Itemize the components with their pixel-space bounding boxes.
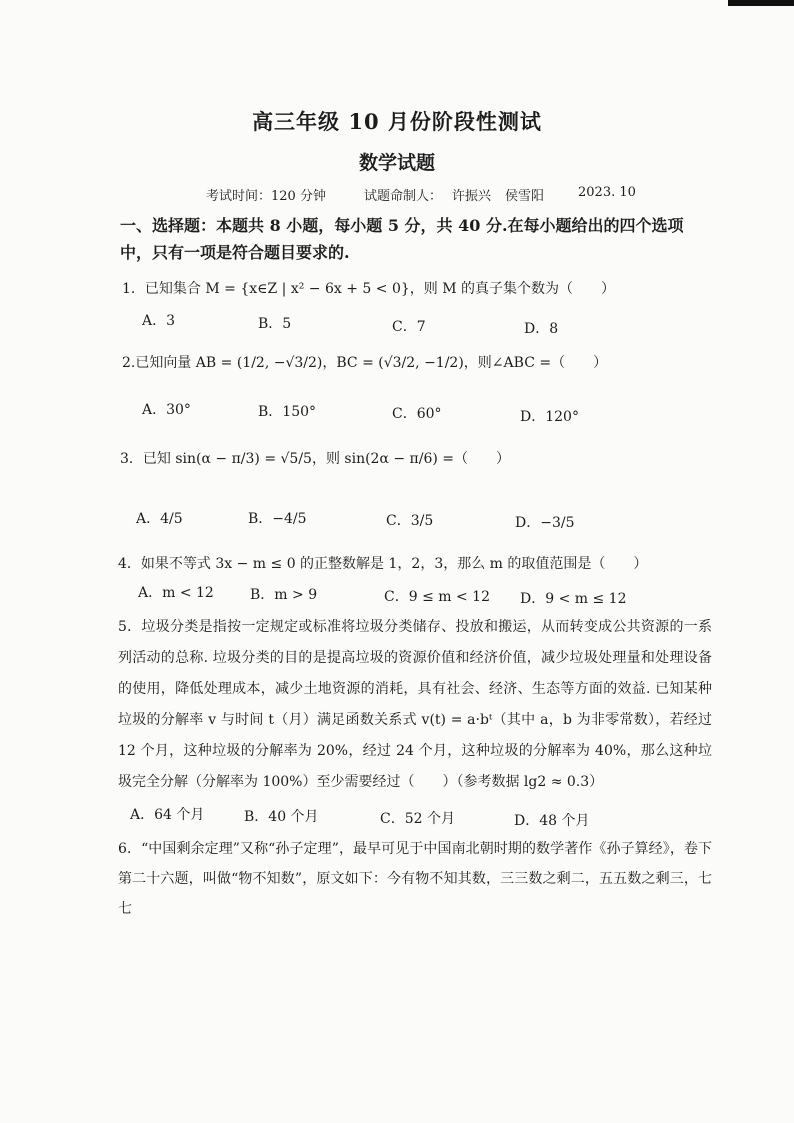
question-3-option-c: C．3/5 xyxy=(386,513,434,529)
question-5-stem: 5．垃圾分类是指按一定规定或标准将垃圾分类储存、投放和搬运，从而转变成公共资源的一系列活动的总称. 垃圾分类的目的是提高垃圾的资源价值和经济价值，减少垃圾处理量和处理设备的使用，降低处理成本，减少土地资源的消耗，具有社会、经济、生态等方面的效益. 已知某种垃圾的分解率 v 与时间 t（月）满足函数关系式 v(t) = a·bᵗ（其中 a，b 为非零常数），若经过 12 个月，这种垃圾的分解率为 20%，经过 24 个月，这种垃圾的分解率为 40%，那么这种垃圾完全分解（分解率为 100%）至少需要经过（ ）（参考数据 lg2 ≈ 0.3） xyxy=(118,619,712,790)
section-heading: 一、选择题：本题共 8 小题，每小题 5 分，共 40 分.在每小题给出的四个选项中，只有一项是符合题目要求的. xyxy=(120,216,684,262)
question-3-option-d: D．−3/5 xyxy=(515,515,575,531)
setter-name-1: 许振兴 xyxy=(452,189,492,204)
question-5-option-a: A．64 个月 xyxy=(130,807,205,823)
setter-name-2: 侯雪阳 xyxy=(505,189,545,204)
question-2-stem: 2.已知向量 AB = (1/2, −√3/2)，BC = (√3/2, −1/2)，则∠ABC =（ ） xyxy=(122,355,608,371)
question-5-option-b: B．40 个月 xyxy=(244,809,319,825)
question-3-option-a: A．4/5 xyxy=(136,511,183,527)
question-2-option-b: B．150° xyxy=(258,404,317,420)
question-3-option-b: B．−4/5 xyxy=(248,511,307,527)
question-2-option-d: D．120° xyxy=(520,409,579,425)
exam-title: 高三年级 10 月份阶段性测试 xyxy=(252,109,542,134)
question-2-option-a: A．30° xyxy=(142,402,191,418)
question-1-option-c: C．7 xyxy=(392,319,426,335)
setter-label: 试题命制人： xyxy=(364,189,443,204)
question-1-option-d: D．8 xyxy=(524,321,559,337)
question-5-option-d: D．48 个月 xyxy=(514,813,590,829)
question-6-stem: 6．“中国剩余定理”又称“孙子定理”，最早可见于中国南北朝时期的数学著作《孙子算经》，卷下第二十六题，叫做“物不知数”，原文如下：今有物不知其数，三三数之剩二，五五数之剩三，七七 xyxy=(118,841,712,917)
question-1-stem: 1．已知集合 M = {x∈Z | x² − 6x + 5 < 0}，则 M 的真子集个数为（ ） xyxy=(122,281,615,297)
question-4-option-c: C．9 ≤ m < 12 xyxy=(384,589,490,605)
question-5-option-c: C．52 个月 xyxy=(380,811,455,827)
scan-edge-mark xyxy=(728,0,794,6)
question-1-option-a: A．3 xyxy=(142,313,176,329)
question-2-option-c: C．60° xyxy=(392,406,442,422)
exam-time: 考试时间：120 分钟 xyxy=(206,189,326,204)
exam-subtitle: 数学试题 xyxy=(358,152,435,174)
question-4-option-d: D．9 < m ≤ 12 xyxy=(520,591,627,607)
question-4-option-b: B．m > 9 xyxy=(250,587,318,603)
question-4-stem: 4．如果不等式 3x − m ≤ 0 的正整数解是 1，2，3，那么 m 的取值范围是（ ） xyxy=(118,556,648,572)
question-4-option-a: A．m < 12 xyxy=(138,585,214,601)
question-1-option-b: B．5 xyxy=(258,316,292,332)
exam-date: 2023. 10 xyxy=(578,185,636,200)
question-3-stem: 3．已知 sin(α − π/3) = √5/5，则 sin(2α − π/6) =（ ） xyxy=(120,451,511,467)
